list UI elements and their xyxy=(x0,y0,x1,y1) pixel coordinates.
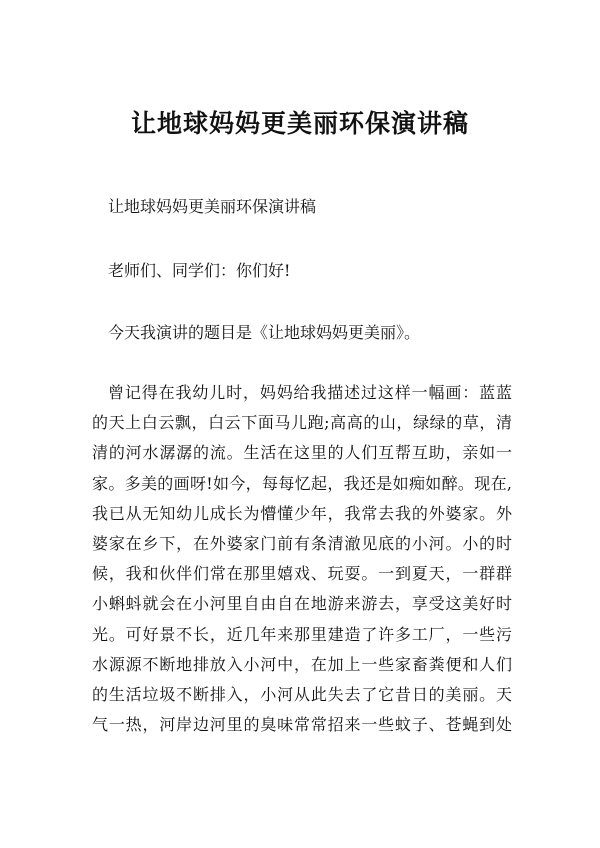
body-line: 小蝌蚪就会在小河里自由自在地游来游去，享受这美好时 xyxy=(92,594,512,614)
body-line: 曾记得在我幼儿时，妈妈给我描述过这样一幅画：蓝蓝 xyxy=(108,383,512,402)
body-line: 气一热，河岸边河里的臭味常常招来一些蚊子、苍蝇到处 xyxy=(92,715,512,735)
body-line: 清的河水潺潺的流。生活在这里的人们互帮互助，亲如一 xyxy=(92,443,512,463)
body-line: 家。多美的画呀!如今，每每忆起，我还是如痴如醉。现在, xyxy=(92,473,512,493)
document-title: 让地球妈妈更美丽环保演讲稿 xyxy=(130,109,469,138)
body-line: 的生活垃圾不断排入，小河从此失去了它昔日的美丽。天 xyxy=(92,684,512,704)
body-line: 候，我和伙伴们常在那里嬉戏、玩耍。一到夏天，一群群 xyxy=(92,564,512,584)
body-line: 婆家在乡下，在外婆家门前有条清澈见底的小河。小的时 xyxy=(92,533,512,553)
body-line: 的天上白云飘，白云下面马儿跑;高高的山，绿绿的草，清 xyxy=(92,413,512,433)
body-paragraph xyxy=(92,378,512,740)
subtitle-paragraph: 让地球妈妈更美丽环保演讲稿 xyxy=(108,197,317,216)
body-line: 水源源不断地排放入小河中，在加上一些家畜粪便和人们 xyxy=(92,654,512,674)
body-line: 我已从无知幼儿成长为懵懂少年，我常去我的外婆家。外 xyxy=(92,503,512,523)
body-line: 光。可好景不长，近几年来那里建造了许多工厂，一些污 xyxy=(92,624,512,644)
intro-paragraph: 今天我演讲的题目是《让地球妈妈更美丽》。 xyxy=(108,323,421,342)
greeting-paragraph: 老师们、同学们：你们好! xyxy=(108,261,291,280)
